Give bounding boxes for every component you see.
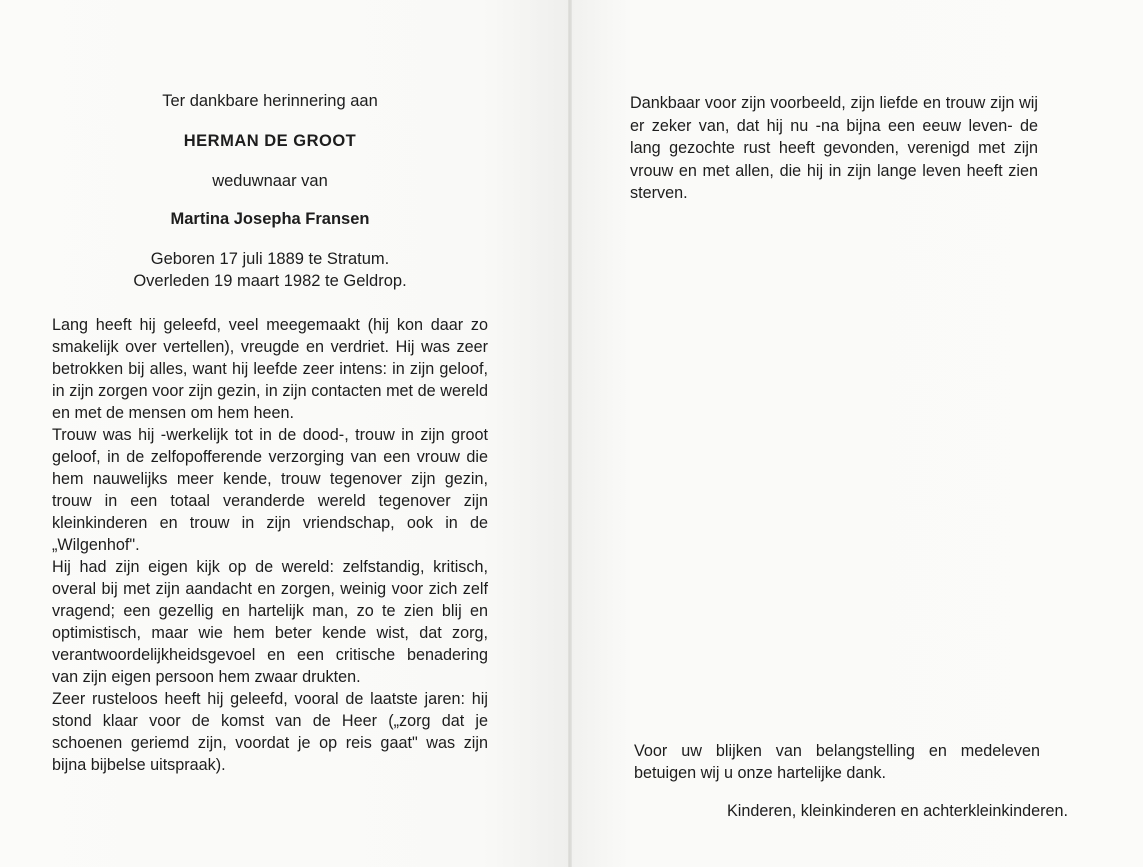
intro-line: Ter dankbare herinnering aan: [162, 92, 378, 110]
biography-paragraph: Hij had zijn eigen kijk op de wereld: zelfstandig, kritisch, overal bij met zijn aandacht en zorgen, weinig voor zich zelf vragend; een gezellig en hartelijk man, zo te zien blij en optimistisch, maar wie hem beter kende wist, dat zorg, verantwoordelijkheidsgevoel en een critische benadering van zijn eigen persoon hem zwaar drukten.: [52, 558, 488, 686]
biography-paragraph: Trouw was hij -werkelijk tot in de dood-, trouw in zijn groot geloof, in de zelfopofferende verzorging van een vrouw die hem nauwelijks meer kende, trouw tegenover zijn gezin, trouw in een totaal veranderde wereld tegenover zijn kleinkinderen en trouw in zijn vriendschap, ook in de „Wilgenhof".: [52, 426, 488, 554]
left-page: [0, 0, 568, 867]
widower-line: weduwnaar van: [212, 172, 328, 190]
family-signature: Kinderen, kleinkinderen en achterkleinkinderen.: [726, 802, 1068, 820]
death-line: Overleden 19 maart 1982 te Geldrop.: [133, 272, 407, 290]
right-page: [572, 0, 1143, 867]
spouse-name: Martina Josepha Fransen: [170, 210, 370, 228]
biography-text: [52, 314, 488, 776]
gratitude-paragraph: Dankbaar voor zijn voorbeeld, zijn liefde en trouw zijn wij er zeker van, dat hij nu -na bijna een eeuw leven- de lang gezochte rust heeft gevonden, verenigd met zijn vrouw en met allen, die hij in zijn lange leven heeft zien sterven.: [630, 94, 1038, 202]
deceased-name: HERMAN DE GROOT: [183, 132, 357, 150]
thanks-text: Voor uw blijken van belangstelling en medeleven betuigen wij u onze hartelijke dank.: [634, 742, 1040, 782]
birth-line: Geboren 17 juli 1889 te Stratum.: [150, 250, 390, 268]
biography-paragraph: Zeer rusteloos heeft hij geleefd, vooral de laatste jaren: hij stond klaar voor de komst van de Heer („zorg dat je schoenen geriemd zijn, voordat je op reis gaat" was zijn bijna bijbelse uitspraak).: [52, 690, 488, 774]
biography-paragraph: Lang heeft hij geleefd, veel meegemaakt (hij kon daar zo smakelijk over vertellen), vreugde en verdriet. Hij was zeer betrokken bij alles, want hij leefde zeer intens: in zijn geloof, in zijn zorgen voor zijn gezin, in zijn contacten met de wereld en met de mensen om hem heen.: [52, 316, 488, 422]
